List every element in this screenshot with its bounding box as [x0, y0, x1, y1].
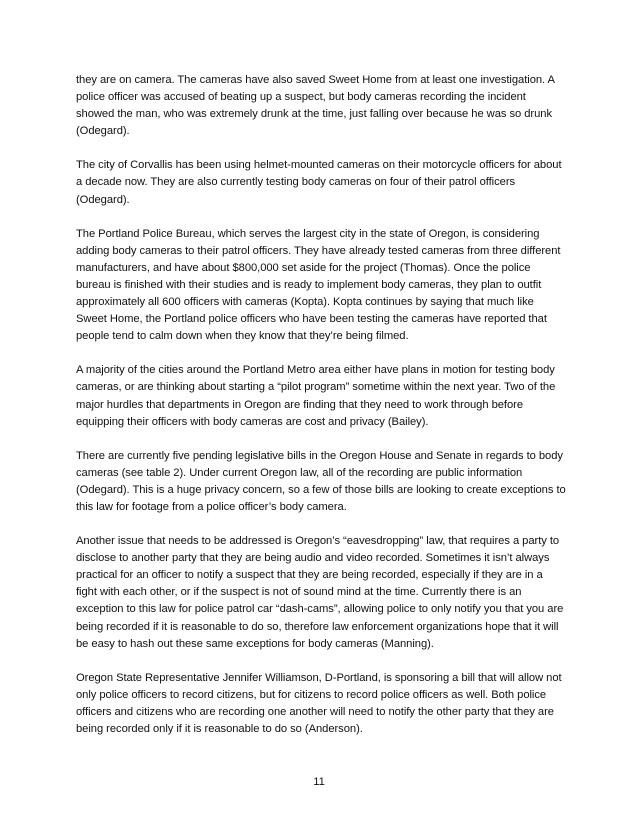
body-text [76, 72, 566, 755]
paragraph-portland-police: The Portland Police Bureau, which serves the largest city in the state of Oregon, is considering adding body cameras to their patrol officers. They have already tested cameras from three different manufacturers, and have about $800,000 set aside for the project (Thomas). Once the police bureau is finished with their studies and is ready to implement body cameras, they plan to outfit approximately all 600 officers with cameras (Kopta). Kopta continues by saying that much like Sweet Home, the Portland police officers who have been testing the cameras have reported that people tend to calm down when they know that they’re being filmed. [76, 227, 561, 343]
paragraph-eavesdropping-law: Another issue that needs to be addressed is Oregon’s “eavesdropping” law, that requires a party to disclose to another party that they are being audio and video recorded. Sometimes it isn’t always practical for an officer to notify a suspect that they are being recorded, especially if they are in a fight with each other, or if the suspect is not of sound mind at the time. Currently there is an exception to this law for police patrol car “dash-cams”, allowing police to only notify you that you are being recorded if it is reasonable to do so, therefore law enforcement organizations hope that it will be easy to hash out these same exceptions for body cameras (Manning). [76, 535, 564, 650]
paragraph-sweet-home: they are on camera. The cameras have also saved Sweet Home from at least one investigation. A police officer was accused of beating up a suspect, but body cameras recording the incident showed the man, who was extremely drunk at the time, just falling over because he was so drunk (Odegard). [76, 74, 555, 138]
paragraph-portland-metro: A majority of the cities around the Portland Metro area either have plans in motion for testing body cameras, or are thinking about starting a “pilot program” sometime within the next year. Two of the major hurdles that departments in Oregon are finding that they need to work through before equipping their officers with body cameras are cost and privacy (Bailey). [76, 364, 556, 428]
page-number: 11 [313, 776, 325, 788]
paragraph-legislative-bills: There are currently five pending legislative bills in the Oregon House and Senate in regards to body cameras (see table 2). Under current Oregon law, all of the recording are public information (Odegard). This is a huge privacy concern, so a few of those bills are looking to create exceptions to this law for footage from a police officer’s body camera. [76, 449, 566, 513]
paragraph-corvallis: The city of Corvallis has been using helmet-mounted cameras on their motorcycle officers for about a decade now. They are also currently testing body cameras on four of their patrol officers (Odegard). [76, 159, 562, 206]
paragraph-williamson-bill: Oregon State Representative Jennifer Williamson, D-Portland, is sponsoring a bill that will allow not only police officers to record citizens, but for citizens to record police officers as well. Both police officers and citizens who are recording one another will need to notify the other party that they are being recorded only if it is reasonable to do so (Anderson). [76, 671, 562, 735]
